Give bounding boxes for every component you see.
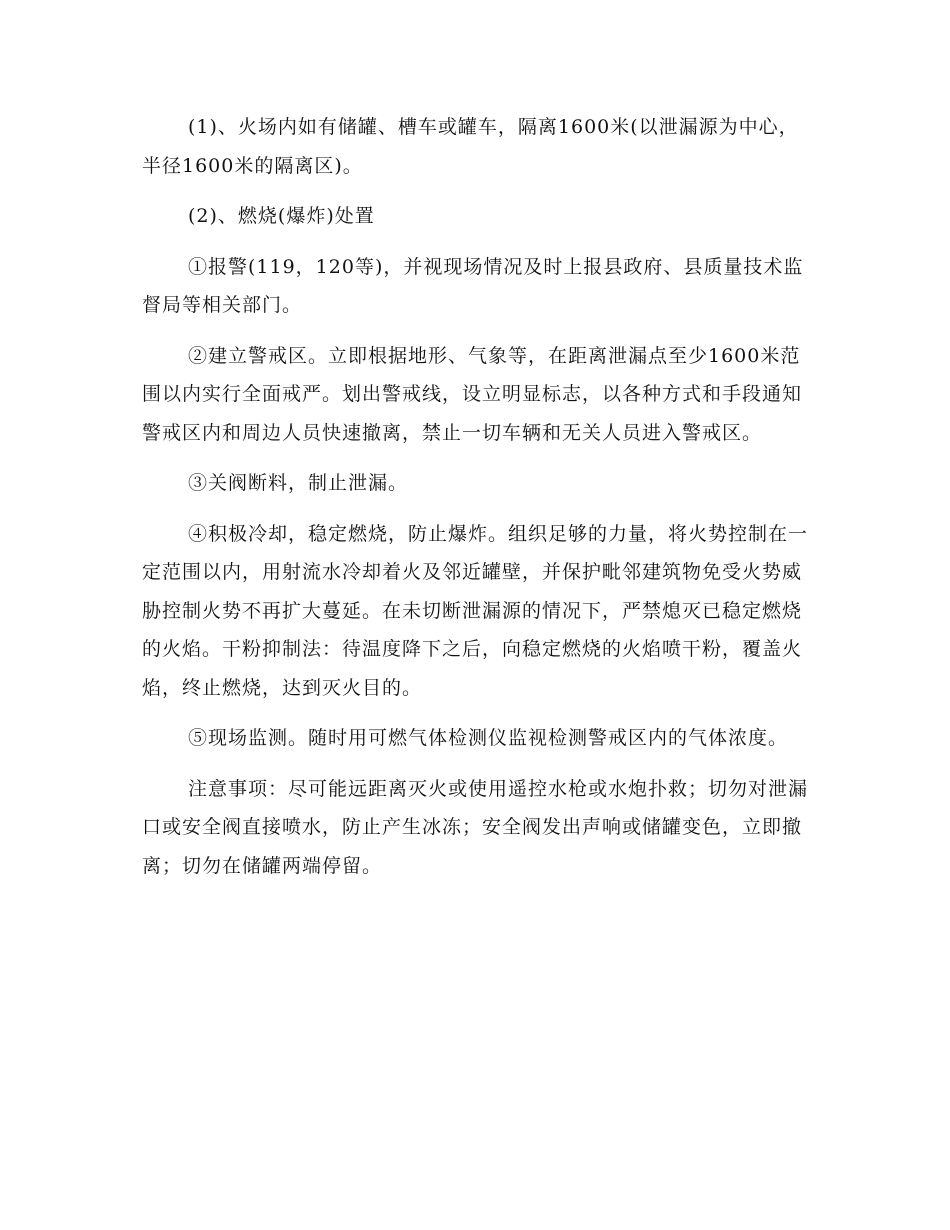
paragraph-gap: [142, 503, 810, 515]
document-body: [142, 108, 810, 885]
paragraph-cooling: ④积极冷却，稳定燃烧，防止爆炸。组织足够的力量，将火势控制在一定范围以内，用射流水冷却着火及邻近罐壁，并保护毗邻建筑物免受火势威胁控制火势不再扩大蔓延。在未切断泄漏源的情况下，严禁熄灭已稳定燃烧的火焰。干粉抑制法：待温度降下之后，向稳定燃烧的火焰喷干粉，覆盖火焰，终止燃烧，达到灭火目的。: [142, 522, 809, 699]
paragraph-precautions: 注意事项：尽可能远距离灭火或使用遥控水枪或水炮扑救；切勿对泄漏口或安全阀直接喷水，防止产生冰冻；安全阀发出声响或储罐变色，立即撤离；切勿在储罐两端停留。: [142, 777, 809, 877]
paragraph-alarm: ①报警(119，120等)，并视现场情况及时上报县政府、县质量技术监督局等相关部门。: [142, 255, 804, 316]
paragraph-isolation: (1)、火场内如有储罐、槽车或罐车，隔离1600米(以泄漏源为中心，半径1600米的隔离区)。: [142, 116, 799, 177]
paragraph-shut-valve: ③关阀断料，制止泄漏。: [188, 472, 409, 494]
paragraph-monitoring: ⑤现场监测。随时用可燃气体检测仪监视检测警戒区内的气体浓度。: [188, 727, 789, 749]
paragraph-gap: [142, 758, 810, 770]
paragraph-gap: [142, 452, 810, 464]
paragraph-warning-zone: ②建立警戒区。立即根据地形、气象等，在距离泄漏点至少1600米范围以内实行全面戒严。划出警戒线，设立明显标志，以各种方式和手段通知警戒区内和周边人员快速撤离，禁止一切车辆和无关人员进入警戒区。: [142, 344, 803, 444]
paragraph-gap: [142, 236, 810, 248]
paragraph-gap: [142, 707, 810, 719]
paragraph-gap: [142, 185, 810, 197]
paragraph-gap: [142, 325, 810, 337]
paragraph-combustion-heading: (2)、燃烧(爆炸)处置: [188, 205, 375, 227]
